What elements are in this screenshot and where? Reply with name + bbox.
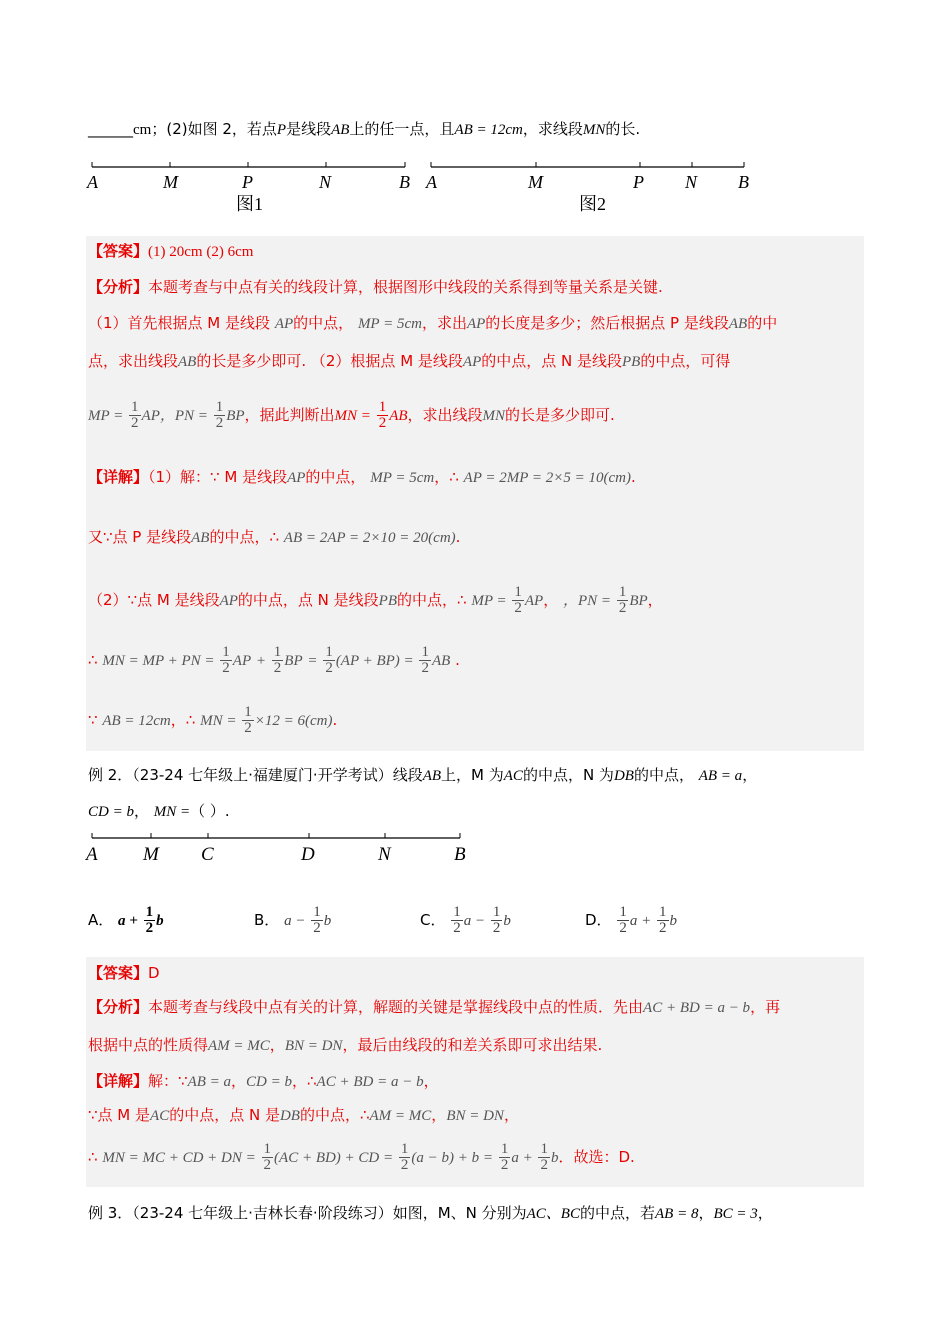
fraction-half: $\frac{1}{2}$ [263, 1141, 272, 1173]
ex2-fig-label-b: B [454, 844, 466, 865]
fraction-half: $\frac{1}{2}$ [453, 904, 461, 936]
ex2-detail-1: 【详解】解：∵AB = a，CD = b，∴AC + BD = a − b， [88, 1072, 439, 1090]
fig2-label-n: N [685, 172, 698, 192]
fig1-caption: 图1 [236, 194, 263, 214]
fig1-label-n: N [319, 172, 332, 192]
fig2-label-p: P [633, 172, 644, 192]
fraction-half: $\frac{1}{2}$ [273, 644, 282, 676]
fraction-half: $\frac{1}{2}$ [659, 904, 667, 936]
fig1-label-p: P [242, 172, 253, 192]
fraction-half: $\frac{1}{2}$ [325, 644, 333, 676]
fig2-caption: 图2 [579, 194, 606, 214]
option-a[interactable]: A． a + $\frac{1}{2}$ b [88, 904, 164, 936]
ex2-title: 例 2．（23-24 七年级上·福建厦门·开学考试）线段AB上，M 为AC的中点，N 为DB的中点， AB = a， [88, 766, 758, 784]
ex2-fig-label-d: D [301, 844, 315, 865]
figure-2 [425, 162, 749, 214]
fig2-label-m: M [528, 172, 543, 192]
ex2-figure [0, 828, 500, 878]
option-d[interactable]: D． $\frac{1}{2}$ a + $\frac{1}{2}$ b [585, 904, 677, 936]
fraction-half: $\frac{1}{2}$ [313, 904, 321, 936]
ex1-answer: 【答案】(1) 20cm (2) 6cm [88, 242, 254, 260]
fraction-half: $\frac{1}{2}$ [400, 1141, 409, 1173]
ex2-title-2: CD = b， MN =（ ）. [88, 802, 230, 820]
fraction-half: $\frac{1}{2}$ [244, 704, 252, 736]
fraction-half: $\frac{1}{2}$ [421, 644, 429, 676]
fraction-half: $\frac{1}{2}$ [514, 584, 522, 616]
ex2-analysis-1: 【分析】本题考查与线段中点有关的计算，解题的关键是掌握线段中点的性质．先由AC + BD = a − b，再 [88, 998, 781, 1016]
fraction-half: $\frac{1}{2}$ [378, 399, 387, 431]
ex2-detail-3: ∴ MN = MC + CD + DN = $\frac{1}{2}$ (AC + BD) + CD = $\frac{1}{2}$ (a − b) + b = $\frac{1}{2}$ a + $\frac{1}{2}$ b．故选：D. [88, 1141, 635, 1173]
ex1-detail-1: 【详解】（1）解：∵ M 是线段AP的中点， MP = 5cm，∴ AP = 2MP = 2×5 = 10(cm). [88, 468, 636, 486]
ex1-detail-3: （2）∵点 M 是线段AP的中点，点 N 是线段PB的中点，∴ MP = $\frac{1}{2}$ AP， ，PN = $\frac{1}{2}$ BP， [88, 584, 663, 616]
fraction-half: $\frac{1}{2}$ [222, 644, 230, 676]
option-b[interactable]: B． a − $\frac{1}{2}$ b [254, 904, 332, 936]
ex2-fig-label-c: C [201, 844, 214, 865]
ex3-title: 例 3．（23-24 七年级上·吉林长春·阶段练习）如图，M、N 分别为AC、BC的中点，若AB = 8，BC = 3， [88, 1204, 773, 1222]
ex2-detail-2: ∵点 M 是AC的中点，点 N 是DB的中点，∴AM = MC，BN = DN， [88, 1106, 519, 1124]
fraction-half: $\frac{1}{2}$ [131, 399, 139, 431]
ex2-fig-label-a: A [86, 844, 98, 865]
ex1-analysis-3: 点，求出线段AB的长是多少即可. （2）根据点 M 是线段AP的中点，点 N 是线段PB的中点，可得 [88, 352, 731, 370]
fraction-half: $\frac{1}{2}$ [618, 584, 627, 616]
ex1-analysis-1: 【分析】本题考查与中点有关的线段计算，根据图形中线段的关系得到等量关系是关键. [88, 278, 663, 296]
ex2-fig-label-m: M [143, 844, 159, 865]
ex1-detail-2: 又∵点 P 是线段AB的中点，∴ AB = 2AP = 2×10 = 20(cm). [88, 528, 461, 546]
fig2-label-b: B [738, 172, 749, 192]
ex1-analysis-2: （1）首先根据点 M 是线段 AP的中点， MP = 5cm，求出AP的长度是多少；然后根据点 P 是线段AB的中 [88, 314, 778, 332]
fig1-label-a: A [87, 172, 98, 192]
fraction-half: $\frac{1}{2}$ [145, 904, 154, 936]
ex2-answer: 【答案】D [88, 964, 160, 982]
ex2-fig-label-n: N [378, 844, 391, 865]
option-c[interactable]: C． $\frac{1}{2}$ a − $\frac{1}{2}$ b [420, 904, 511, 936]
ex1-detail-4: ∴ MN = MP + PN = $\frac{1}{2}$ AP + $\frac{1}{2}$ BP = $\frac{1}{2}$ (AP + BP) = $\frac{1}{2}$ AB . [88, 644, 460, 676]
fig1-label-m: M [163, 172, 178, 192]
ex1-analysis-4: MP = $\frac{1}{2}$ AP，PN = $\frac{1}{2}$ BP，据此判断出MN = $\frac{1}{2}$ AB，求出线段MN的长是多少即可. [88, 399, 615, 431]
fraction-half: $\frac{1}{2}$ [492, 904, 501, 936]
fraction-half: $\frac{1}{2}$ [540, 1141, 548, 1173]
figure-1 [86, 162, 410, 214]
fraction-half: $\frac{1}{2}$ [215, 399, 224, 431]
fig1-label-b: B [399, 172, 410, 192]
fraction-half: $\frac{1}{2}$ [500, 1141, 509, 1173]
fraction-half: $\frac{1}{2}$ [619, 904, 627, 936]
ex2-analysis-2: 根据中点的性质得AM = MC，BN = DN，最后由线段的和差关系即可求出结果. [88, 1036, 603, 1054]
top-question-line: ______cm；(2)如图 2，若点P是线段AB上的任一点，且AB = 12cm，求线段MN的长. [88, 120, 641, 138]
fig2-label-a: A [426, 172, 437, 192]
ex1-detail-5: ∵ AB = 12cm，∴ MN = $\frac{1}{2}$ ×12 = 6(cm). [88, 704, 338, 736]
